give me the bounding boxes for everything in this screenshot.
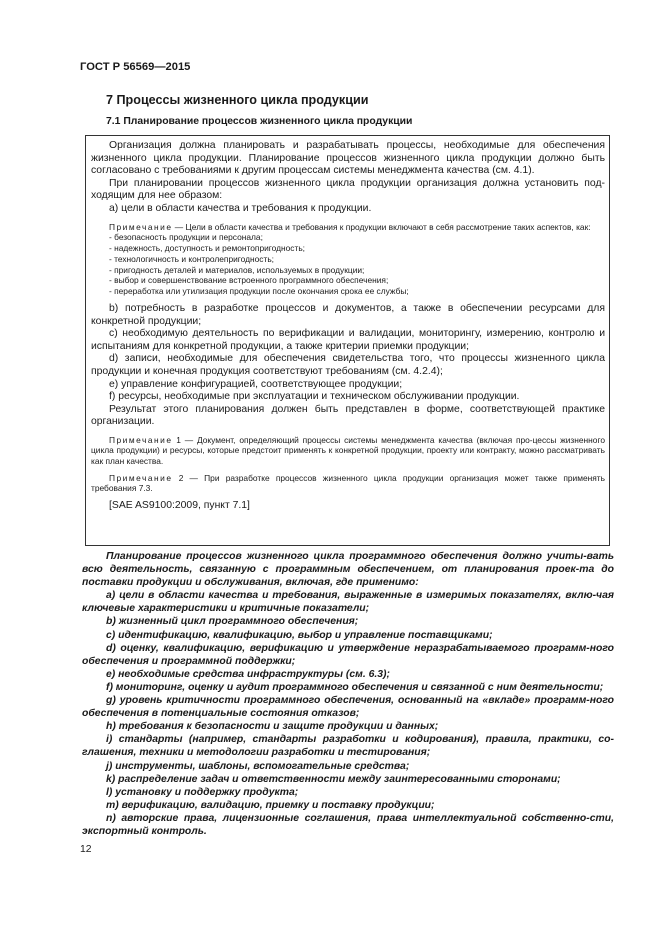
software-intro: Планирование процессов жизненного цикла программного обеспечения должно учиты-вать всю деятельность, связанную с программным обеспечением, от планирования проек-та до поставки продукции и обслуживания, включая, где применимо: <box>82 551 614 589</box>
subsection-title: 7.1 Планирование процессов жизненного цикла продукции <box>106 116 413 127</box>
note-3 <box>91 473 605 494</box>
page-number: 12 <box>80 844 92 855</box>
source-reference: [SAE AS9100:2009, пункт 7.1] <box>109 499 250 511</box>
note-1-item: - технологичность и контролепригодность; <box>109 253 275 264</box>
note-1-label: Примечание <box>109 221 173 232</box>
box-paragraph-2: При планировании процессов жизненного цикла продукции организация должна установить под-ходящим для нее образом: <box>91 177 605 202</box>
quoted-requirements-box <box>85 135 610 546</box>
list-item: d) оценку, квалификацию, верификацию и утверждение неразрабатываемого программ-ного обеспечения и программной поддержки; <box>82 642 614 667</box>
note-1-item: - надежность, доступность и ремонтопригодность; <box>109 242 306 253</box>
list-item: e) необходимые средства инфраструктуры (см. 6.3); <box>106 668 390 680</box>
box-paragraph-3: Результат этого планирования должен быть представлен в форме, соответствующей практике организации. <box>91 403 605 428</box>
list-item: n) авторские права, лицензионные соглашения, права интеллектуальной собственно-сти, экспортный контроль. <box>82 812 614 837</box>
note-1-item: - безопасность продукции и персонала; <box>109 232 263 243</box>
list-item: l) установку и поддержку продукта; <box>106 786 299 798</box>
note-3-text: 2 — При разработке процессов жизненного цикла продукции организация может также применять требования 7.3. <box>91 472 605 494</box>
box-item-e: e) управление конфигурацией, соответствующее продукции; <box>109 378 403 390</box>
list-item: a) цели в области качества и требования, выраженные в измеримых показателях, вклю-чая ключевые характеристики и критичные показатели; <box>82 590 614 615</box>
note-1-item: - переработка или утилизация продукции после окончания срока ее службы; <box>109 286 409 297</box>
note-1 <box>91 222 605 233</box>
list-item: j) инструменты, шаблоны, вспомогательные средства; <box>106 760 410 772</box>
box-item-f: f) ресурсы, необходимые при эксплуатации и техническом обслуживании продукции. <box>109 391 520 403</box>
list-item: i) стандарты (например, стандарты разработки и кодирования), правила, практики, со-глашения, техники и методологии разработки и тестирования; <box>82 734 614 759</box>
list-item: h) требования к безопасности и защите продукции и данных; <box>106 721 439 733</box>
note-2-text: 1 — Документ, определяющий процессы системы менеджмента качества (включая про-цессы жизненного цикла продукции) и ресурсы, которые предстоит применять к конкретной продукции, проекту или контракту, можно рассматривать как план качества. <box>91 434 605 467</box>
note-1-item: - пригодность деталей и материалов, используемых в продукции; <box>109 264 365 275</box>
list-item: g) уровень критичности программного обеспечения, основанный на «вкладе» программ-ного обеспечения в потенциальные состояния отказов; <box>82 695 614 720</box>
list-item: c) идентификацию, квалификацию, выбор и управление поставщиками; <box>106 629 493 641</box>
list-item: m) верификацию, валидацию, приемку и поставку продукции; <box>106 799 435 811</box>
note-3-label: Примечание <box>109 472 173 483</box>
box-item-c: c) необходимую деятельность по верификации и валидации, мониторингу, измерению, контролю и испытаниям для конкретной продукции, а также критерии приемки продукции; <box>91 328 605 352</box>
note-2-label: Примечание <box>109 434 173 445</box>
note-1-text: — Цели в области качества и требования к продукции включают в себя рассмотрение таких аспектов, как: <box>172 221 591 232</box>
note-1-item: - выбор и совершенствование встроенного программного обеспечения; <box>109 275 389 286</box>
note-2 <box>91 435 605 467</box>
box-item-b: b) потребность в разработке процессов и документов, а также в обеспечении ресурсами для конкретной продукции; <box>91 302 605 327</box>
document-id: ГОСТ Р 56569—2015 <box>80 61 191 73</box>
box-paragraph-1: Организация должна планировать и разрабатывать процессы, необходимые для обеспечения жизненного цикла продукции. Планирование процессов жизненного цикла продукции должно быть согласовано с требованиями к другим процессам системы менеджмента качества (см. 4.1). <box>91 140 605 177</box>
list-item: b) жизненный цикл программного обеспечения; <box>106 616 359 628</box>
list-item: f) мониторинг, оценку и аудит программного обеспечения и связанной с ним деятельности; <box>106 681 604 693</box>
box-item-a: а) цели в области качества и требования к продукции. <box>109 202 372 214</box>
section-title: 7 Процессы жизненного цикла продукции <box>106 93 369 107</box>
box-item-d: d) записи, необходимые для обеспечения свидетельства того, что процессы жизненного цикла продукции и конечная продукция соответствуют требованиям (см. 4.2.4); <box>91 353 605 377</box>
list-item: k) распределение задач и ответственности между заинтересованными сторонами; <box>106 773 561 785</box>
software-planning-section <box>82 550 614 838</box>
